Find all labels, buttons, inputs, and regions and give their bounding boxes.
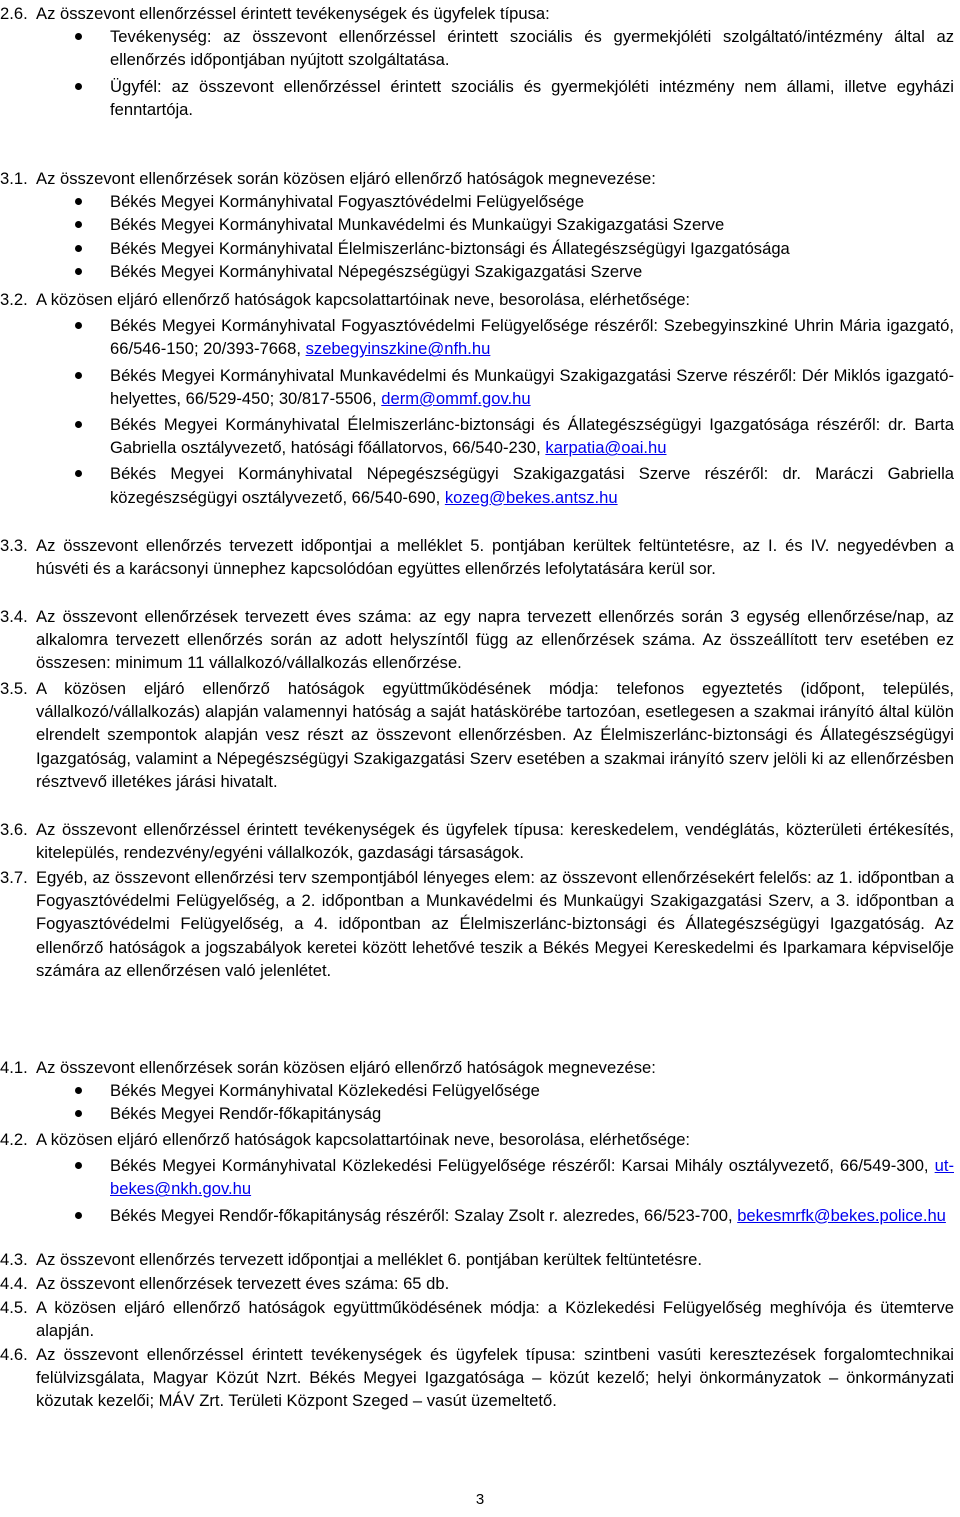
- contact-item: [110, 1204, 954, 1227]
- section-number: 2.6.: [0, 4, 28, 23]
- section-text: A közösen eljáró ellenőrző hatóságok kapcsolattartóinak neve, besorolása, elérhetősége:: [36, 1130, 691, 1149]
- contact-item: [110, 364, 954, 410]
- list-item: Békés Megyei Kormányhivatal Munkavédelmi és Munkaügyi Szakigazgatási Szerve: [110, 213, 954, 236]
- section-4-5: [0, 1296, 954, 1342]
- contact-text: Békés Megyei Kormányhivatal Közlekedési Felügyelősége részéről: Karsai Mihály osztályvezető, 66/549-300,: [110, 1156, 935, 1176]
- section-text: Az összevont ellenőrzéssel érintett tevékenységek és ügyfelek típusa:: [36, 4, 550, 23]
- section-4-6: [0, 1343, 954, 1413]
- section-text: Az összevont ellenőrzéssel érintett tevékenységek és ügyfelek típusa: szintbeni vasúti keresztezések forgalomtechnikai felülvizsgálata, Magyar Közút Nzrt. Békés Megyei Igazgatósága – közút kezelő; helyi önkormányzatok – önkormányzati közutak kezelői; MÁV Zrt. Területi Központ Szeged – vasút üzemeltető.: [36, 1345, 954, 1411]
- section-3-6: [0, 818, 954, 864]
- section-text: Az összevont ellenőrzések tervezett éves száma: az egy napra tervezett ellenőrzés során 3 egység ellenőrzése/nap, az alkalomra tervezett ellenőrzés során az adott helyszíntől függ az ellenőrzések száma. Az összeállított terv esetében ez összesen: minimum 11 vállalkozó/vállalkozás ellenőrzése.: [36, 607, 954, 673]
- section-number: 4.6.: [0, 1345, 28, 1364]
- email-link[interactable]: kozeg@bekes.antsz.hu: [444, 487, 618, 507]
- contact-item: [110, 413, 954, 459]
- section-number: 3.2.: [0, 290, 28, 309]
- list-item: Békés Megyei Kormányhivatal Élelmiszerlánc-biztonsági és Állategészségügyi Igazgatósága: [110, 237, 954, 260]
- section-number: 4.5.: [0, 1298, 28, 1317]
- section-number: 4.4.: [0, 1274, 28, 1293]
- section-3-5: [0, 677, 954, 793]
- section-text: A közösen eljáró ellenőrző hatóságok együttműködésének módja: telefonos egyeztetés (időpont, település, vállalkozó/vállalkozás) alapján valamennyi hatóság a saját hatáskörébe tartozóan, esetlegesen a szakmai irányító által külön elrendelt szempontok alapján vesz részt az összevont ellenőrzésben. Az Élelmiszerlánc-biztonsági és Állategészségügyi Igazgatóság, valamint a Népegészségügyi Szakigazgatási Szerv esetében a szakmai irányító szerv jelöli ki az ellenőrzésben résztvevő illetékes járási hivatalt.: [36, 679, 954, 791]
- contact-text: Békés Megyei Kormányhivatal Népegészségügyi Szakigazgatási Szerve részéről: dr. Maráczi Gabriella közegészségügyi osztályvezető, 66/540-690,: [110, 464, 954, 507]
- contact-item: [110, 314, 954, 360]
- section-text: Az összevont ellenőrzések tervezett éves száma: 65 db.: [36, 1274, 450, 1293]
- contact-item: [110, 462, 954, 508]
- email-link[interactable]: szebegyinszkine@nfh.hu: [305, 339, 491, 359]
- section-number: 3.3.: [0, 536, 28, 555]
- email-link[interactable]: derm@ommf.gov.hu: [381, 388, 531, 408]
- section-text: Az összevont ellenőrzés tervezett időpontjai a melléklet 5. pontjában kerültek feltüntetésre, az I. és IV. negyedévben a húsvéti és a karácsonyi ünnephez kapcsolódóan együttes ellenőrzés lefolytatására kerül sor.: [36, 536, 954, 579]
- section-text: Az összevont ellenőrzések során közösen eljáró ellenőrző hatóságok megnevezése:: [36, 169, 656, 188]
- section-text: A közösen eljáró ellenőrző hatóságok együttműködésének módja: a Közlekedési Felügyelőség meghívója és ütemterve alapján.: [36, 1298, 954, 1341]
- section-3-7: [0, 866, 954, 982]
- section-3-2: [0, 288, 954, 509]
- contact-text: Békés Megyei Kormányhivatal Élelmiszerlánc-biztonsági és Állategészségügyi Igazgatósága részéről: dr. Barta Gabriella osztályvezető, hatósági főállatorvos, 66/540-230,: [110, 415, 954, 458]
- section-number: 3.6.: [0, 820, 28, 839]
- contact-text: Békés Megyei Kormányhivatal Fogyasztóvédelmi Felügyelősége részéről: Szebegyinszkiné Uhrin Mária igazgató, 66/546-150; 20/393-7668,: [110, 316, 954, 359]
- list-item: Békés Megyei Kormányhivatal Közlekedési Felügyelősége: [110, 1079, 954, 1102]
- list-item: Békés Megyei Kormányhivatal Népegészségügyi Szakigazgatási Szerve: [110, 260, 954, 283]
- section-number: 4.1.: [0, 1058, 28, 1077]
- section-3-3: [0, 534, 954, 580]
- section-number: 4.3.: [0, 1250, 28, 1269]
- section-number: 3.5.: [0, 679, 28, 698]
- section-text: Az összevont ellenőrzések során közösen eljáró ellenőrző hatóságok megnevezése:: [36, 1058, 656, 1077]
- email-link[interactable]: ut-bekes@nkh.gov.hu: [110, 1156, 954, 1199]
- page-number: 3: [475, 1491, 485, 1508]
- section-number: 3.1.: [0, 169, 28, 188]
- list-item: Tevékenység: az összevont ellenőrzéssel érintett szociális és gyermekjóléti szolgáltató/intézmény által az ellenőrzés időpontjában nyújtott szolgáltatása.: [110, 25, 954, 71]
- section-4-3: [0, 1248, 954, 1271]
- section-4-1: [0, 1056, 954, 1126]
- section-number: 3.4.: [0, 607, 28, 626]
- section-text: Az összevont ellenőrzés tervezett időpontjai a melléklet 6. pontjában kerültek feltüntetésre.: [36, 1250, 702, 1269]
- contact-text: Békés Megyei Rendőr-főkapitányság részéről: Szalay Zsolt r. alezredes, 66/523-700,: [110, 1205, 738, 1225]
- section-text: Egyéb, az összevont ellenőrzési terv szempontjából lényeges elem: az összevont ellenőrzésekért felelős: az 1. időpontban a Fogyasztóvédelmi Felügyelőség, a 2. időpontban a Munkavédelmi és Munkaügyi Szakigazgatási Szerv, a 3. időpontban a Fogyasztóvédelmi Felügyelőség, a 4. időpontban az Élelmiszerlánc-biztonsági és Állategészségügyi Igazgatóság. Az ellenőrző hatóságok a jogszabályok keretei között lehetővé teszik a Békés Megyei Kereskedelmi és Iparkamara képviselője számára az ellenőrzésen való jelenlétet.: [36, 868, 954, 980]
- section-4-2: [0, 1128, 954, 1227]
- section-3-1: [0, 167, 954, 283]
- section-3-4: [0, 605, 954, 675]
- section-text: A közösen eljáró ellenőrző hatóságok kapcsolattartóinak neve, besorolása, elérhetősége:: [36, 290, 691, 309]
- contact-item: [110, 1154, 954, 1200]
- list-item: Békés Megyei Rendőr-főkapitányság: [110, 1102, 954, 1125]
- section-2-6: [0, 2, 954, 121]
- section-text: Az összevont ellenőrzéssel érintett tevékenységek és ügyfelek típusa: kereskedelem, vendéglátás, közterületi értékesítés, kitelepülés, rendezvény/egyéni vállalkozók, gazdasági társaságok.: [36, 820, 954, 863]
- contact-text: Békés Megyei Kormányhivatal Munkavédelmi és Munkaügyi Szakigazgatási Szerve részéről: Dér Miklós igazgató-helyettes, 66/529-450; 30/817-5506,: [110, 365, 954, 408]
- section-number: 3.7.: [0, 868, 28, 887]
- section-4-4: [0, 1272, 954, 1295]
- list-item: Ügyfél: az összevont ellenőrzéssel érintett szociális és gyermekjóléti intézmény nem állami, illetve egyházi fenntartója.: [110, 75, 954, 121]
- list-item: Békés Megyei Kormányhivatal Fogyasztóvédelmi Felügyelősége: [110, 190, 954, 213]
- email-link[interactable]: karpatia@oai.hu: [545, 438, 667, 458]
- email-link[interactable]: bekesmrfk@bekes.police.hu: [737, 1205, 946, 1225]
- section-number: 4.2.: [0, 1130, 28, 1149]
